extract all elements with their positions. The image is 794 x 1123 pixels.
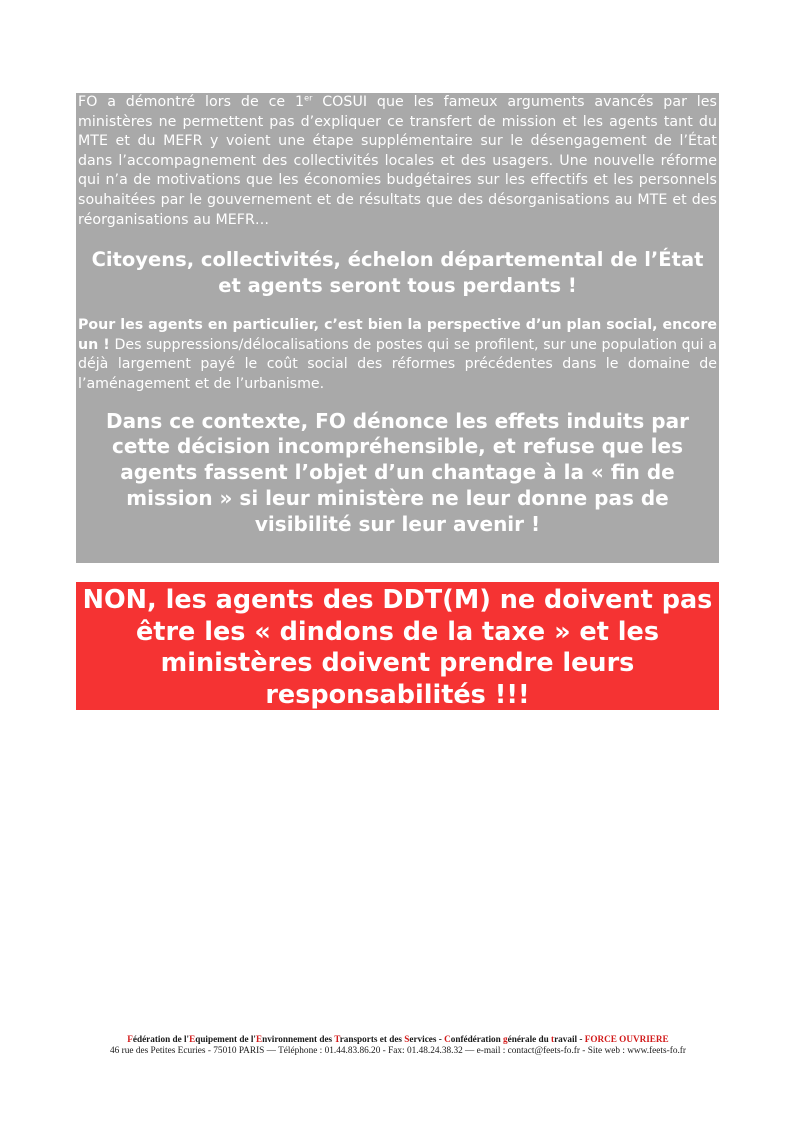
footer-federation-segment: g — [503, 1034, 508, 1044]
footer-federation-segment: E — [255, 1034, 263, 1044]
callout-panel — [76, 582, 719, 710]
intro-text-rest: COSUI que les fameux arguments avancés par les ministères ne permettent pas d’expliquer ce transfert de mission et les agents tant du MTE et du MEFR y voient une étape supplémentaire sur le désengagement de l’État dans l’accompagnement des collectivités locales et des usagers. Une nouvelle réforme qui n’a de motivations que les économies budgétaires sur les effectifs et les personnels souhaitées par le gouvernement et de résultats que des désorganisations au MTE et des réorganisations au MEFR… — [78, 94, 717, 228]
footer-federation-segment: énérale du — [507, 1034, 552, 1044]
intro-text-start: FO a démontré lors de ce 1 — [78, 94, 305, 110]
footer-federation-segment: T — [334, 1034, 340, 1044]
footer-federation-segment: quipement de l' — [195, 1034, 256, 1044]
footer-federation-segment: ransports et des — [339, 1034, 405, 1044]
callout-text: NON, les agents des DDT(M) ne doivent pas être les « dindons de la taxe » et les ministères doivent prendre leurs responsabilités !!! — [82, 585, 713, 710]
heading-perdants: Citoyens, collectivités, échelon départemental de l’État et agents seront tous perdants ! — [91, 248, 704, 298]
footer-federation-segment: ravail - — [554, 1034, 585, 1044]
footer-federation-segment: t — [551, 1034, 555, 1044]
footer-federation-segment: F — [127, 1034, 133, 1044]
footer-federation-segment: ervices - — [409, 1034, 445, 1044]
footer-federation-segment: S — [404, 1034, 410, 1044]
agents-paragraph-bold: Pour les agents en particulier, c’est bien la perspective d’un plan social, encore un ! — [78, 317, 717, 353]
footer-federation-segment: onfédération — [450, 1034, 504, 1044]
footer — [60, 1033, 736, 1057]
agents-paragraph-rest: Des suppressions/délocalisations de postes qui se profilent, sur une population qui a déjà largement payé le coût social des réformes précédentes dans le domaine de l’aménagement et de l’urbanisme. — [78, 336, 717, 392]
info-panel — [76, 93, 719, 563]
footer-federation-segment: FORCE OUVRIERE — [584, 1034, 669, 1044]
footer-federation-name — [60, 1033, 736, 1045]
ordinal-superscript: er — [304, 93, 313, 103]
footer-contact-line: 46 rue des Petites Ecuries - 75010 PARIS — Téléphone : 01.44.83.86.20 - Fax: 01.48.24.38.32 — e-mail : contact@feets-fo.fr - Site web : www.feets-fo.fr — [110, 1046, 686, 1056]
agents-paragraph — [78, 316, 717, 394]
intro-paragraph — [78, 93, 717, 230]
heading-contexte: Dans ce contexte, FO dénonce les effets induits par cette décision incompréhensible, et refuse que les agents fassent l’objet d’un chantage à la « fin de mission » si leur ministère ne leur donne pas de visibilité sur leur avenir ! — [106, 408, 689, 536]
footer-federation-segment: édération de l' — [132, 1034, 190, 1044]
footer-federation-segment: E — [189, 1034, 196, 1044]
footer-federation-segment: nvironnement des — [262, 1034, 335, 1044]
footer-federation-segment: C — [444, 1034, 451, 1044]
